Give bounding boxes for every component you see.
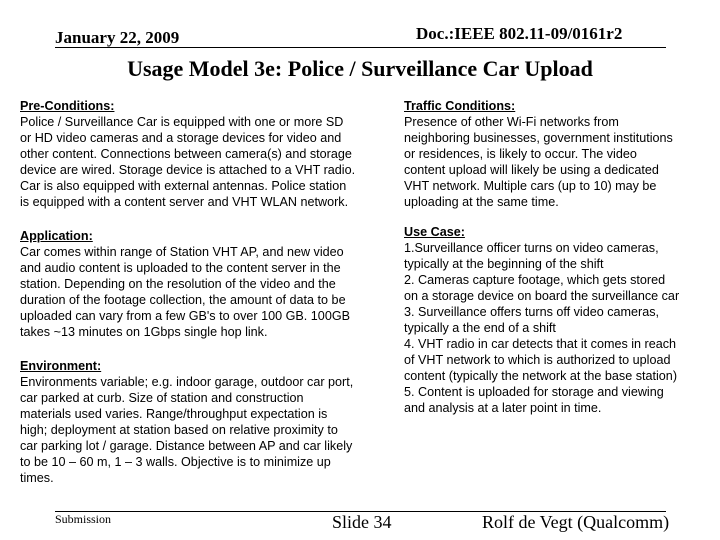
footer-author: Rolf de Vegt (Qualcomm) (482, 512, 670, 532)
traffic-conditions-heading: Traffic Conditions: (404, 99, 516, 113)
right-column (404, 98, 716, 416)
header-divider (55, 47, 666, 48)
environment-section (20, 358, 395, 486)
pre-conditions-text: Police / Surveillance Car is equipped with one or more SD or HD video cameras and a storage devices for video and other content. Connections between camera(s) and storage device are wired. Storage device is attached to a VHT radio. Car is also equipped with external antennas. Police station is equipped with a content server and VHT WLAN network. (20, 115, 356, 209)
application-text: Car comes within range of Station VHT AP, and new video and audio content is uploaded to the content server in the station. Depending on the resolution of the video and the duration of the footage collection, the amount of data to be uploaded can vary from a few GB's to over 100 GB. 100GB takes ~13 minutes on 1Gbps single hop link. (20, 245, 351, 339)
application-heading: Application: (20, 229, 93, 243)
footer-slide-number: Slide 34 (332, 512, 392, 532)
use-case-text: 1.Surveillance officer turns on video cameras, typically at the beginning of the shift 2. Cameras capture footage, which gets stored on a storage device on board the surveillance car 3. Surveillance offers turns off video cameras, typically a the end of a shift 4. VHT radio in car detects that it comes in reach of VHT network to which is authorized to upload content (typically the network at the base station) 5. Content is uploaded for storage and viewing and analysis at a later point in time. (404, 241, 680, 415)
traffic-conditions-text: Presence of other Wi-Fi networks from neighboring businesses, government institutions or residences, is likely to occur. The video content upload will likely be using a dedicated VHT network. Multiple cars (up to 10) may be uploading at the same time. (404, 115, 673, 209)
environment-heading: Environment: (20, 359, 102, 373)
footer-submission: Submission (55, 512, 112, 526)
pre-conditions-heading: Pre-Conditions: (20, 99, 115, 113)
header-date: January 22, 2009 (55, 28, 180, 47)
use-case-heading: Use Case: (404, 225, 465, 239)
use-case-section (404, 224, 716, 416)
application-section (20, 228, 395, 340)
traffic-conditions-section (404, 98, 716, 210)
left-column (20, 98, 395, 486)
slide-title: Usage Model 3e: Police / Surveillance Car Upload (127, 56, 593, 81)
document-id: Doc.:IEEE 802.11-09/0161r2 (416, 24, 623, 43)
environment-text: Environments variable; e.g. indoor garage, outdoor car port, car parked at curb. Size of station and construction materials used varies. Range/throughput expectation is high; deployment at station based on relative proximity to car parking lot / garage. Distance between AP and car likely to be 10 – 60 m, 1 – 3 walls. Objective is to minimize up times. (20, 375, 354, 485)
pre-conditions-section (20, 98, 395, 210)
